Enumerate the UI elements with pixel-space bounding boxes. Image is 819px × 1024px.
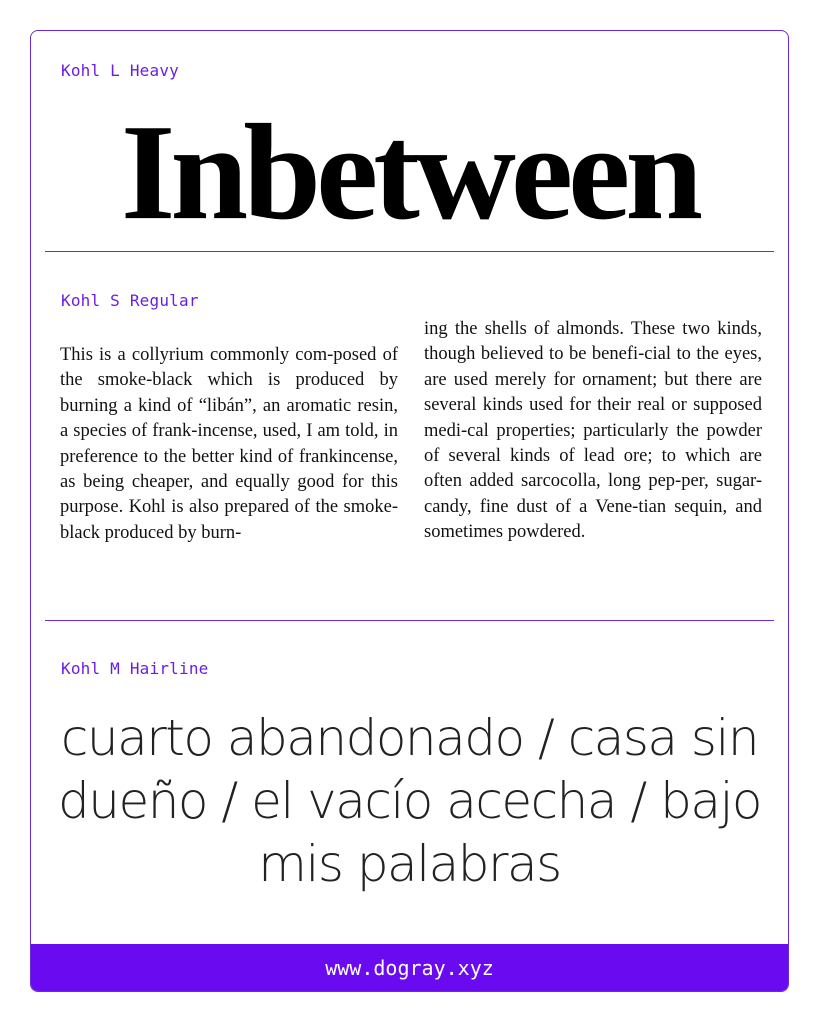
hairline-poem: cuarto abandonado / casa sin dueño / el vacío acecha / bajo mis palabras xyxy=(58,709,761,893)
footer-url-link[interactable]: www.dogray.xyz xyxy=(325,955,494,980)
section-divider-1 xyxy=(45,251,774,252)
heavy-display-word: Inbetween xyxy=(120,96,699,249)
section-divider-2 xyxy=(45,620,774,621)
text-column-right: ing the shells of almonds. These two kinds, though believed to be benefi-cial to the eyes, are used merely for ornament; but there are several kinds used for their real or supposed medi-cal properties; particularly the powder of several kinds of lead ore; to which are often added sarcocolla, long pep-per, sugar-candy, fine dust of a Vene-tian sequin, and sometimes powdered. xyxy=(424,319,762,543)
footer-bar xyxy=(31,944,788,991)
specimen-card xyxy=(30,30,789,992)
text-column-left: This is a collyrium commonly com-posed of the smoke-black which is produced by burning a kind of “libán”, an aromatic resin, a species of frank-incense, used, I am told, in preference to the better kind of frankincense, as being cheaper, and equally good for this purpose. Kohl is also prepared of the smoke-black produced by burn- xyxy=(60,345,398,543)
font-label-regular: Kohl S Regular xyxy=(61,291,199,310)
font-label-heavy: Kohl L Heavy xyxy=(61,61,179,80)
font-label-hairline: Kohl M Hairline xyxy=(61,659,209,678)
